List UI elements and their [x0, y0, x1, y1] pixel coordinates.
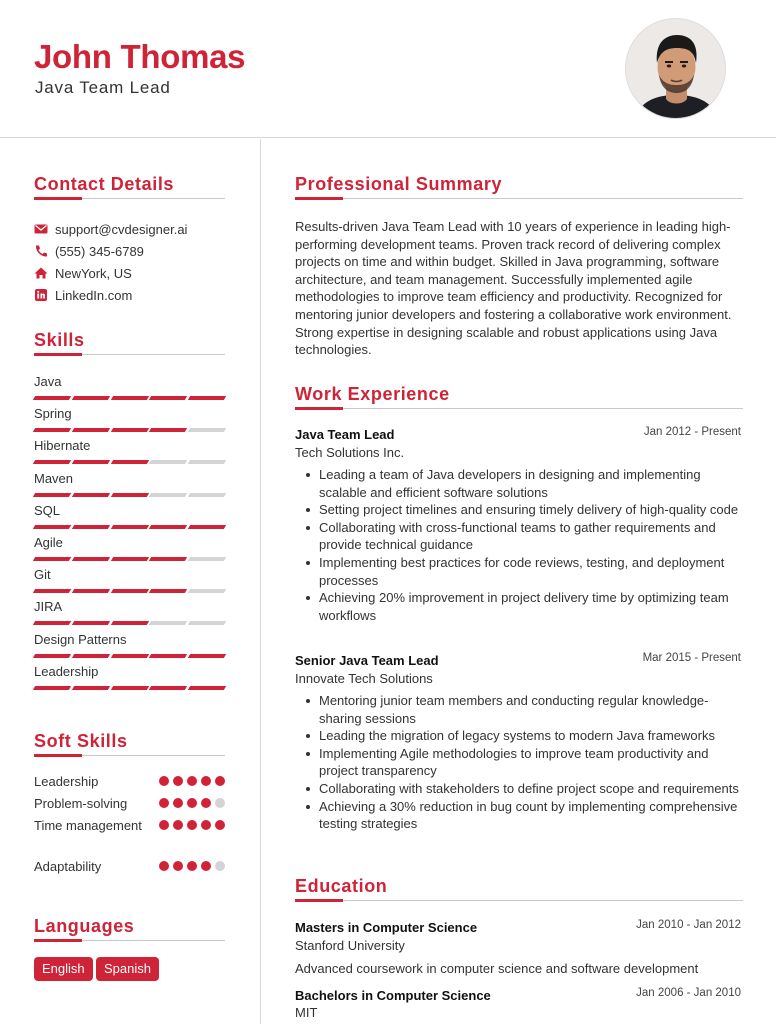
profile-photo	[625, 18, 726, 119]
skill-level-segment	[33, 525, 71, 529]
job-title: Senior Java Team Lead	[295, 653, 439, 668]
skill-name: JIRA	[34, 599, 63, 615]
degree-dates: Jan 2010 - Jan 2012	[636, 919, 741, 931]
skill-level-bar	[34, 396, 225, 400]
languages-heading-rule	[34, 940, 225, 941]
linkedin-text: LinkedIn.com	[55, 287, 133, 303]
soft-skill-name: Time management	[34, 818, 142, 833]
email-text: support@cvdesigner.ai	[55, 221, 188, 237]
soft-skill-name: Adaptability	[34, 859, 102, 874]
skill-level-segment	[149, 396, 187, 400]
skill-level-segment	[149, 589, 187, 593]
skill-level-segment	[149, 493, 187, 497]
list-item: Achieving a 30% reduction in bug count by implementing comprehensive testing strategies	[301, 798, 743, 833]
soft-skill-name: Problem-solving	[34, 796, 128, 811]
skill-level-bar	[34, 621, 225, 625]
skill-level-segment	[33, 396, 71, 400]
rating-dot	[159, 820, 169, 830]
skill-level-segment	[188, 621, 226, 625]
skill-level-segment	[33, 654, 71, 658]
skill-level-segment	[110, 686, 148, 690]
soft-skill-rating	[159, 820, 225, 830]
skill-name: SQL	[34, 502, 61, 518]
skill-level-segment	[33, 428, 71, 432]
rating-dot	[201, 861, 211, 871]
candidate-title: Java Team Lead	[35, 78, 171, 97]
skill-name: Hibernate	[34, 438, 91, 454]
list-item: Mentoring junior team members and conducting regular knowledge-sharing sessions	[301, 692, 743, 727]
summary-heading: Professional Summary	[295, 174, 503, 194]
rating-dot	[215, 820, 225, 830]
skill-level-segment	[72, 428, 110, 432]
experience-heading-rule	[295, 408, 743, 409]
skill-level-segment	[72, 621, 110, 625]
skill-name: Leadership	[34, 663, 99, 679]
skill-name: Spring	[34, 406, 72, 422]
degree-dates: Jan 2006 - Jan 2010	[636, 987, 741, 999]
skill-level-segment	[33, 589, 71, 593]
location-text: NewYork, US	[55, 265, 132, 281]
skill-level-segment	[110, 557, 148, 561]
school-name: MIT	[295, 1005, 318, 1020]
skill-level-segment	[188, 428, 226, 432]
soft-skill-rating	[159, 861, 225, 871]
skill-level-segment	[72, 589, 110, 593]
skill-level-segment	[149, 557, 187, 561]
skill-level-segment	[188, 525, 226, 529]
skill-level-segment	[33, 621, 71, 625]
skill-level-bar	[34, 525, 225, 529]
skill-level-segment	[72, 525, 110, 529]
rating-dot	[187, 776, 197, 786]
skill-name: Java	[34, 374, 62, 389]
list-item: Leading the migration of legacy systems to modern Java frameworks	[301, 727, 743, 745]
skill-level-segment	[33, 686, 71, 690]
list-item: Setting project timelines and ensuring timely delivery of high-quality code	[301, 501, 743, 519]
skill-level-segment	[72, 557, 110, 561]
skill-level-segment	[33, 557, 71, 561]
skill-level-segment	[188, 460, 226, 464]
skill-level-segment	[188, 557, 226, 561]
list-item: Collaborating with stakeholders to define project scope and requirements	[301, 780, 743, 798]
resume-header	[0, 0, 776, 138]
skill-level-segment	[72, 396, 110, 400]
skill-name: Agile	[34, 535, 63, 550]
skill-level-segment	[72, 654, 110, 658]
skill-level-bar	[34, 428, 225, 432]
home-icon	[34, 266, 48, 280]
job-company: Innovate Tech Solutions	[295, 671, 433, 686]
soft-skill-rating	[159, 776, 225, 786]
list-item: Implementing Agile methodologies to improve team productivity and project transparency	[301, 745, 743, 780]
rating-dot	[187, 798, 197, 808]
skill-level-bar	[34, 589, 225, 593]
column-divider	[260, 139, 261, 1024]
summary-heading-rule	[295, 198, 743, 199]
skill-level-segment	[33, 493, 71, 497]
profile-photo-image	[626, 19, 726, 119]
skill-level-segment	[110, 589, 148, 593]
rating-dot	[201, 820, 211, 830]
degree-title: Bachelors in Computer Science	[295, 988, 491, 1003]
candidate-name: John Thomas	[34, 38, 246, 75]
skill-name: Design Patterns	[34, 631, 127, 647]
skill-level-segment	[110, 525, 148, 529]
school-name: Stanford University	[295, 938, 405, 953]
email-icon	[34, 222, 48, 236]
contact-location	[34, 264, 132, 282]
skill-level-segment	[72, 493, 110, 497]
list-item: Collaborating with cross-functional teams to gather requirements and provide technical guidance	[301, 519, 743, 554]
skill-level-segment	[149, 428, 187, 432]
education-heading: Education	[295, 876, 388, 896]
linkedin-icon	[34, 288, 48, 302]
skill-level-segment	[149, 654, 187, 658]
soft-skill-name: Leadership	[34, 774, 99, 789]
skill-level-segment	[188, 396, 226, 400]
job-title: Java Team Lead	[295, 427, 395, 442]
skill-level-segment	[72, 686, 110, 690]
skill-level-segment	[188, 654, 226, 658]
skill-level-segment	[110, 621, 148, 625]
rating-dot	[215, 798, 225, 808]
skill-level-segment	[149, 686, 187, 690]
rating-dot	[173, 861, 183, 871]
skill-level-bar	[34, 686, 225, 690]
rating-dot	[215, 861, 225, 871]
skill-level-segment	[149, 525, 187, 529]
rating-dot	[159, 861, 169, 871]
rating-dot	[187, 820, 197, 830]
list-item: Achieving 20% improvement in project delivery time by optimizing team workflows	[301, 589, 743, 624]
skill-level-segment	[110, 460, 148, 464]
skill-level-segment	[110, 493, 148, 497]
rating-dot	[173, 820, 183, 830]
degree-title: Masters in Computer Science	[295, 920, 478, 935]
skill-level-segment	[149, 460, 187, 464]
list-item: Implementing best practices for code reviews, testing, and deployment processes	[301, 554, 743, 589]
skill-level-segment	[110, 654, 148, 658]
skill-level-segment	[188, 493, 226, 497]
skills-heading: Skills	[34, 330, 85, 350]
skill-level-bar	[34, 460, 225, 464]
contact-phone[interactable]	[34, 242, 144, 260]
skill-level-segment	[72, 460, 110, 464]
contact-heading: Contact Details	[34, 174, 175, 194]
list-item: Leading a team of Java developers in designing and implementing scalable and efficient software solutions	[301, 466, 743, 501]
job-bullets	[301, 692, 743, 833]
contact-email[interactable]	[34, 220, 187, 238]
skill-level-segment	[188, 589, 226, 593]
job-dates: Jan 2012 - Present	[643, 426, 741, 438]
experience-heading: Work Experience	[295, 384, 450, 404]
job-dates: Mar 2015 - Present	[642, 652, 741, 664]
soft-skill-rating	[159, 798, 225, 808]
rating-dot	[201, 776, 211, 786]
skill-level-segment	[110, 396, 148, 400]
contact-heading-rule	[34, 198, 225, 199]
rating-dot	[173, 798, 183, 808]
rating-dot	[201, 798, 211, 808]
skill-level-segment	[110, 428, 148, 432]
skill-level-bar	[34, 557, 225, 561]
education-heading-rule	[295, 900, 743, 901]
skill-level-bar	[34, 493, 225, 497]
skill-level-segment	[149, 621, 187, 625]
rating-dot	[173, 776, 183, 786]
rating-dot	[159, 776, 169, 786]
language-badge: Spanish	[96, 957, 159, 981]
contact-linkedin[interactable]	[34, 286, 132, 304]
skill-name: Git	[34, 567, 51, 583]
language-badge: English	[34, 957, 93, 981]
job-company: Tech Solutions Inc.	[295, 445, 405, 460]
rating-dot	[215, 776, 225, 786]
skill-name: Maven	[34, 470, 74, 486]
rating-dot	[187, 861, 197, 871]
degree-description: Advanced coursework in computer science and software development	[295, 961, 699, 976]
skill-level-bar	[34, 654, 225, 658]
summary-text: Results-driven Java Team Lead with 10 years of experience in leading high-performing development teams. Proven track record of delivering complex projects on time and within budget. Skilled in Java programming, software architecture, and team management. Successfully implemented agile methodologies to improve team efficiency and productivity. Recognized for mentoring junior developers and fostering a collaborative work environment. Strong expertise in designing scalable and robust applications using Java technologies.	[295, 219, 732, 358]
soft-skills-heading-rule	[34, 755, 225, 756]
languages-heading: Languages	[34, 916, 135, 936]
soft-skills-heading: Soft Skills	[34, 731, 128, 751]
rating-dot	[159, 798, 169, 808]
phone-text: (555) 345-6789	[55, 243, 144, 259]
skills-heading-rule	[34, 354, 225, 355]
skill-level-segment	[33, 460, 71, 464]
job-bullets	[301, 466, 743, 624]
phone-icon	[34, 244, 48, 258]
skill-level-segment	[188, 686, 226, 690]
